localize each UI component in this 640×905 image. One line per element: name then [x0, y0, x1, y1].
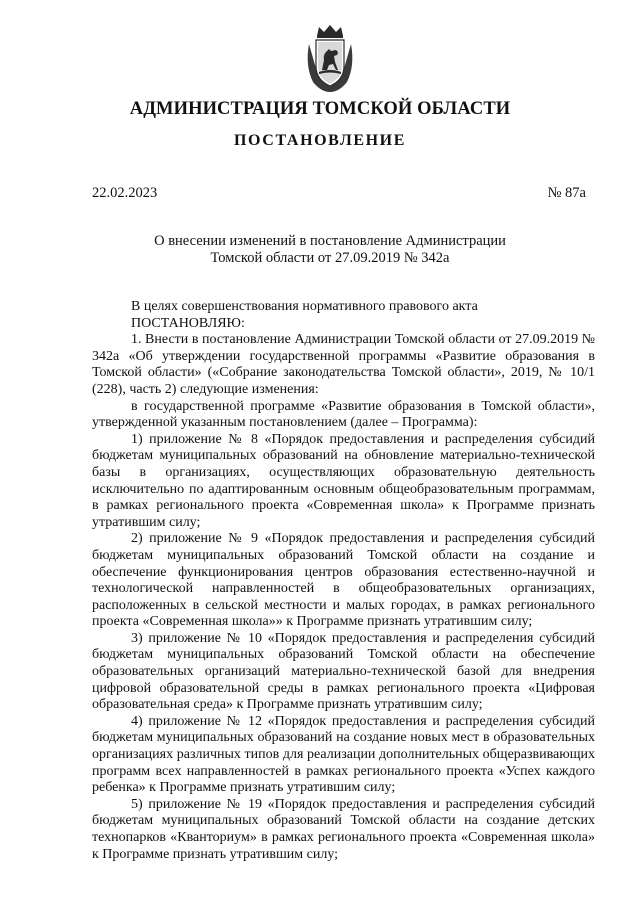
paragraph-program: в государственной программе «Развитие образования в Томской области», утвержденной указанным постановлением (далее – Программа):: [92, 398, 595, 431]
document-body: [92, 299, 595, 863]
paragraph-item-1: 1. Внести в постановление Администрации Томской области от 27.09.2019 № 342а «Об утверждении государственной программы «Развитие образования в Томской области» («Собрание законодательства Томской области», 2019, № 10/1 (228), часть 2) следующие изменения:: [92, 332, 595, 397]
document-subject: [130, 233, 530, 267]
paragraph-subitem-3: 3) приложение № 10 «Порядок предоставления и распределения субсидий бюджетам муниципальных образований Томской области на обеспечение образовательных организаций материально-технической базой для внедрения цифровой образовательной среды в рамках регионального проекта «Цифровая образовательная среда» к Программе признать утратившим силу;: [92, 630, 595, 713]
decree-word: ПОСТАНОВЛЯЮ:: [131, 315, 245, 331]
organization-title: АДМИНИСТРАЦИЯ ТОМСКОЙ ОБЛАСТИ: [129, 99, 511, 119]
subject-line-2: Томской области от 27.09.2019 № 342а: [210, 250, 450, 266]
document-number: № 87а: [547, 185, 586, 201]
document-type: ПОСТАНОВЛЕНИЕ: [234, 132, 406, 149]
document-date: 22.02.2023: [92, 185, 158, 201]
paragraph-subitem-5: 5) приложение № 19 «Порядок предоставления и распределения субсидий бюджетам муниципальных образований Томской области на создание детских технопарков «Кванториум» в рамках регионального проекта «Современная школа» к Программе признать утратившим силу;: [92, 796, 595, 862]
paragraph-subitem-2: 2) приложение № 9 «Порядок предоставления и распределения субсидий бюджетам муниципальных образований Томской области на создание и обеспечение функционирования центров образования естественно-научной и технологической направленностей в общеобразовательных организациях, расположенных в сельской местности и малых городах, в рамках регионального проекта «Современная школа»» к Программе признать утратившим силу;: [92, 531, 595, 630]
paragraph-subitem-1: 1) приложение № 8 «Порядок предоставления и распределения субсидий бюджетам муниципальных образований на обновление материально-технической базы в организациях, осуществляющих образовательную деятельность исключительно по адаптированным основным общеобразовательным программам, в рамках регионального проекта «Современная школа» к Программе признать утратившим силу;: [92, 431, 595, 530]
subject-line-1: О внесении изменений в постановление Администрации: [154, 233, 506, 249]
coat-of-arms-emblem-icon: [303, 22, 357, 94]
intro-paragraph: В целях совершенствования нормативного правового акта: [131, 299, 478, 314]
paragraph-subitem-4: 4) приложение № 12 «Порядок предоставления и распределения субсидий бюджетам муниципальных образований на создание новых мест в образовательных организациях различных типов для реализации дополнительных общеразвивающих программ всех направленностей в рамках регионального проекта «Успех каждого ребенка» к Программе признать утратившим силу;: [92, 713, 595, 796]
